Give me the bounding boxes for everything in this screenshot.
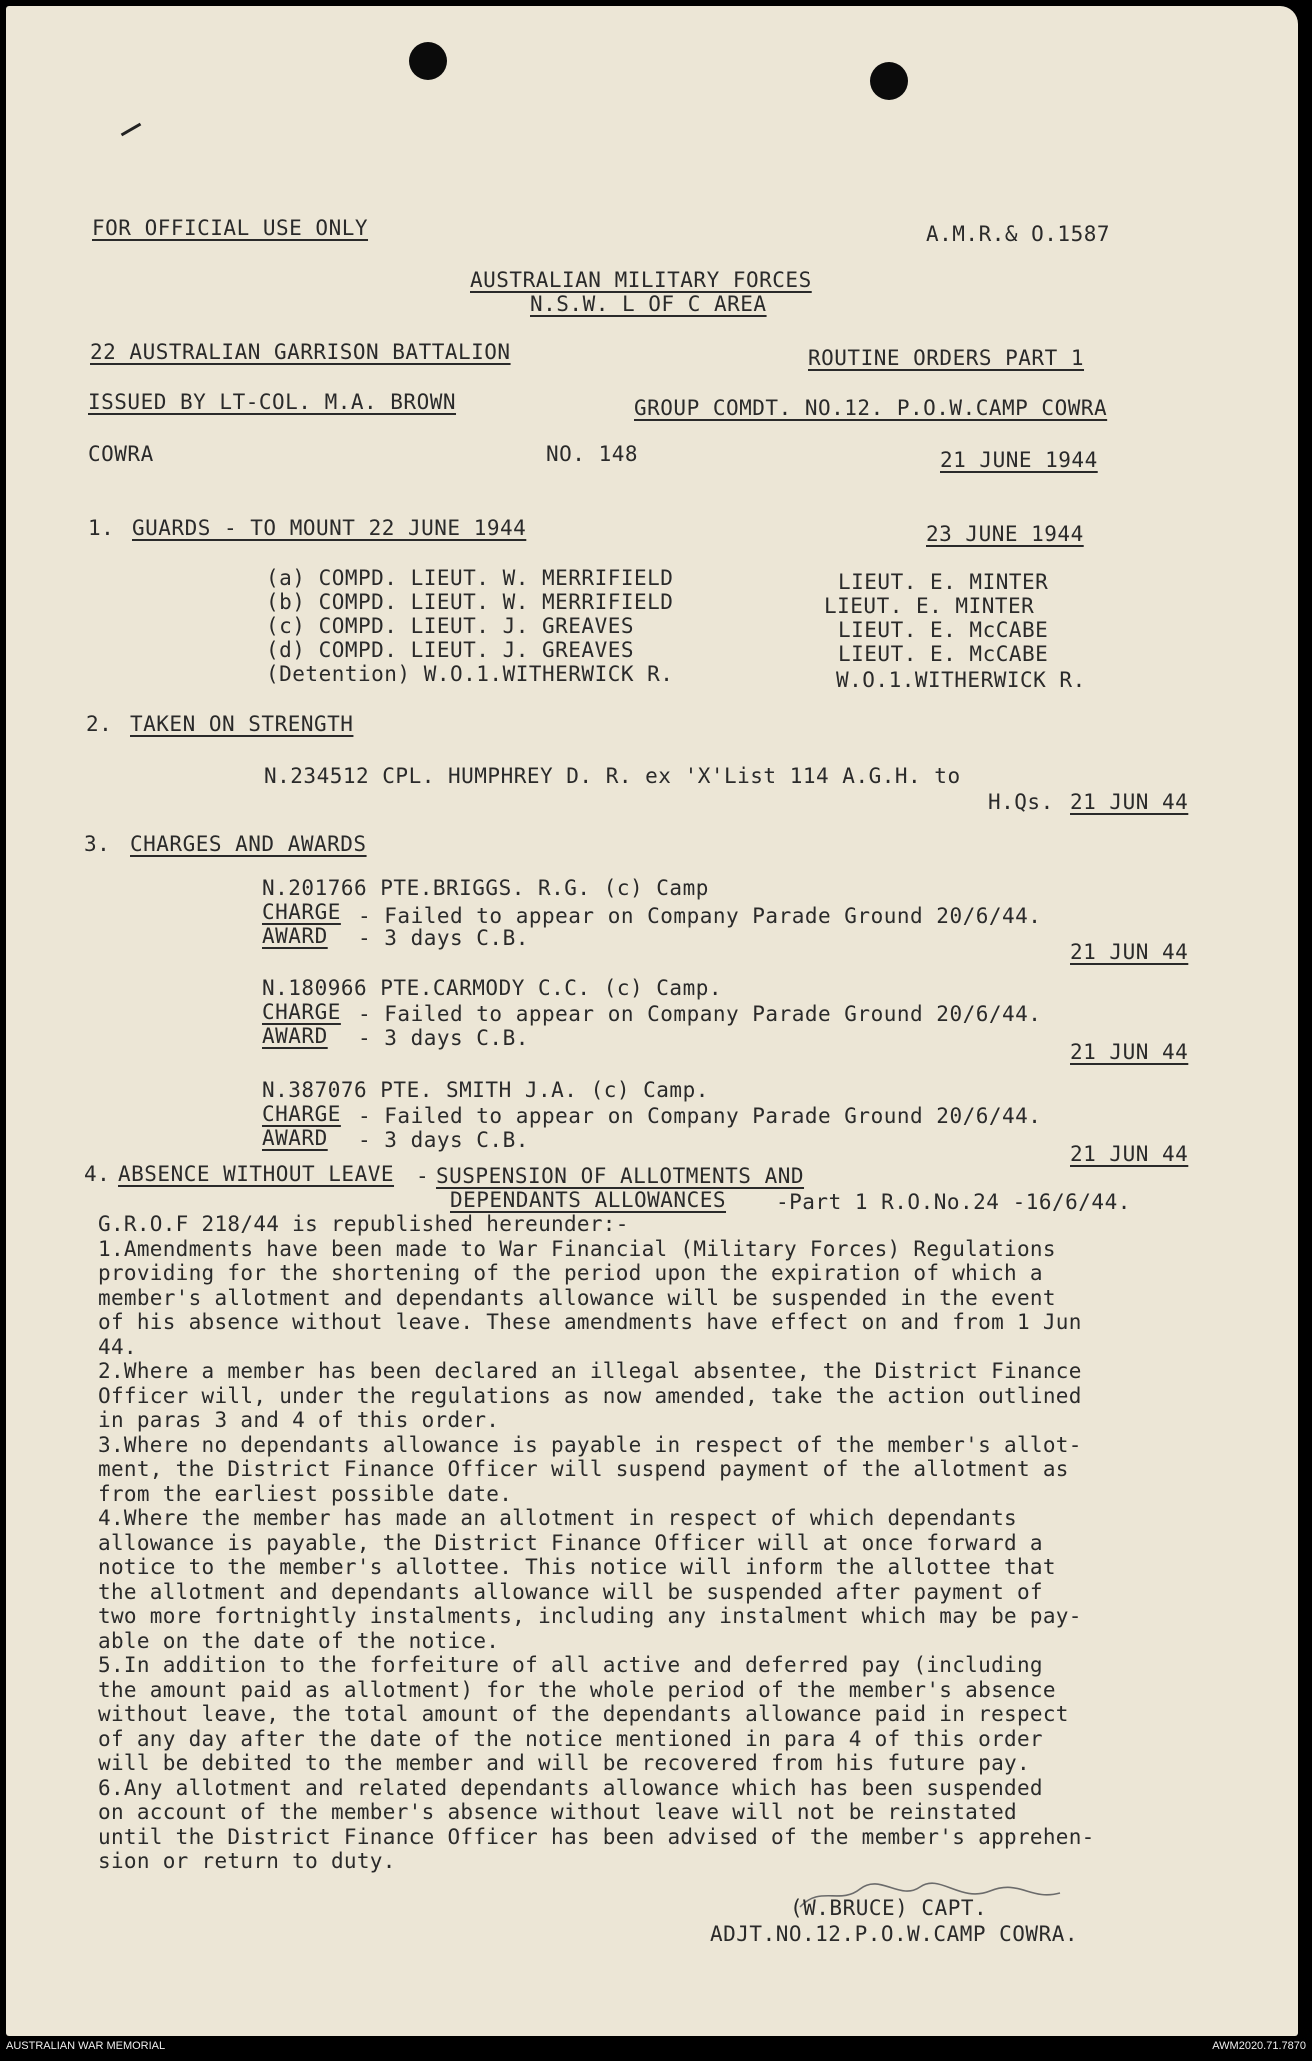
charge-entry-2-charge: - Failed to appear on Company Parade Ground 20/6/44. bbox=[358, 1002, 1042, 1026]
guard-row-b-relief: LIEUT. E. MINTER bbox=[824, 594, 1035, 618]
section-1-title: GUARDS - TO MOUNT 22 JUNE 1944 bbox=[132, 516, 527, 540]
guard-row-a-relief: LIEUT. E. MINTER bbox=[838, 570, 1049, 594]
charge-label: CHARGE bbox=[262, 1102, 341, 1126]
place: COWRA bbox=[88, 442, 154, 466]
charge-entry-1-charge: - Failed to appear on Company Parade Ground 20/6/44. bbox=[358, 904, 1042, 928]
charge-label: CHARGE bbox=[262, 1000, 341, 1024]
charge-entry-2-award: - 3 days C.B. bbox=[358, 1026, 529, 1050]
signatory-role: ADJT.NO.12.P.O.W.CAMP COWRA. bbox=[710, 1922, 1079, 1946]
section-4-body: G.R.O.F 218/44 is republished hereunder:- 1.Amendments have been made to War Financial (Military Forces) Regulations providing for the shortening of the period upon the expiration of which a member's allotment and dependants allowance will be suspended in the event of his absence without leave. These amendments have effect on and from 1 Jun 44. 2.Where a member has been declared an illegal absentee, the District Finance Officer will, under the regulations as now amended, take the action outlined in paras 3 and 4 of this order. 3.Where no dependants allowance is payable in respect of the member's allot- ment, the District Finance Officer will suspend payment of the allotment as from the earliest possible date. 4.Where the member has made an allotment in respect of which dependants allowance is payable, the District Finance Officer will at once forward a notice to the member's allottee. This notice will inform the allottee that the allotment and dependants allowance will be suspended after payment of two more fortnightly instalments, including any instalment which may be pay- able on the date of the notice. 5.In addition to the forfeiture of all active and deferred pay (including the amount paid as allotment) for the whole period of the member's absence without leave, the total amount of the dependants allowance paid in respect of any day after the date of the notice mentioned in para 4 of this order will be debited to the member and will be recovered from his future pay. 6.Any allotment and related dependants allowance which has been suspended on account of the member's absence without leave will not be reinstated until the District Finance Officer has been advised of the member's apprehen- sion or return to duty. bbox=[98, 1212, 1095, 1873]
guard-row-detention-relief: W.O.1.WITHERWICK R. bbox=[836, 668, 1086, 692]
section-4-reference: -Part 1 R.O.No.24 -16/6/44. bbox=[776, 1190, 1131, 1214]
section-4-number: 4. bbox=[84, 1162, 111, 1186]
charge-entry-3-award: - 3 days C.B. bbox=[358, 1128, 529, 1152]
guard-row-d-relief: LIEUT. E. McCABE bbox=[838, 642, 1049, 666]
guard-row-d: (d) COMPD. LIEUT. J. GREAVES bbox=[266, 638, 635, 662]
guard-row-detention: (Detention) W.O.1.WITHERWICK R. bbox=[266, 662, 674, 686]
strength-entry-line-2: H.Qs. bbox=[988, 790, 1054, 814]
guard-row-a: (a) COMPD. LIEUT. W. MERRIFIELD bbox=[266, 566, 674, 590]
strength-entry-line-1: N.234512 CPL. HUMPHREY D. R. ex 'X'List 114 A.G.H. to bbox=[264, 764, 961, 788]
section-4-subtitle-2: DEPENDANTS ALLOWANCES bbox=[450, 1188, 727, 1212]
section-1-number: 1. bbox=[88, 516, 115, 540]
punch-hole bbox=[409, 42, 447, 80]
section-4-subtitle-1: SUSPENSION OF ALLOTMENTS AND bbox=[436, 1164, 805, 1188]
section-3-number: 3. bbox=[84, 832, 111, 856]
charge-entry-1-award: - 3 days C.B. bbox=[358, 926, 529, 950]
charge-label: CHARGE bbox=[262, 900, 341, 924]
guard-row-b: (b) COMPD. LIEUT. W. MERRIFIELD bbox=[266, 590, 674, 614]
section-4-dash: - bbox=[416, 1164, 430, 1188]
award-label: AWARD bbox=[262, 1024, 328, 1048]
section-4-title: ABSENCE WITHOUT LEAVE bbox=[118, 1162, 395, 1186]
charge-entry-2-name: N.180966 PTE.CARMODY C.C. (c) Camp. bbox=[262, 976, 723, 1000]
title-line-2: N.S.W. L OF C AREA bbox=[530, 292, 767, 316]
footer-accession: AWM2020.71.7870 bbox=[1212, 2040, 1306, 2052]
footer-institution: AUSTRALIAN WAR MEMORIAL bbox=[6, 2040, 166, 2052]
section-1-date-2: 23 JUNE 1944 bbox=[926, 522, 1084, 546]
order-number: NO. 148 bbox=[546, 442, 639, 466]
section-2-number: 2. bbox=[86, 712, 113, 736]
title-line-1: AUSTRALIAN MILITARY FORCES bbox=[470, 268, 812, 292]
charge-entry-2-date: 21 JUN 44 bbox=[1070, 1040, 1189, 1064]
classification-label: FOR OFFICIAL USE ONLY bbox=[92, 216, 369, 240]
signatory-name: (W.BRUCE) CAPT. bbox=[790, 1896, 988, 1920]
punch-hole bbox=[870, 62, 908, 100]
guard-row-c: (c) COMPD. LIEUT. J. GREAVES bbox=[266, 614, 635, 638]
order-date: 21 JUNE 1944 bbox=[940, 448, 1098, 472]
award-label: AWARD bbox=[262, 924, 328, 948]
unit-name: 22 AUSTRALIAN GARRISON BATTALION bbox=[90, 340, 511, 364]
award-label: AWARD bbox=[262, 1126, 328, 1150]
charge-entry-1-date: 21 JUN 44 bbox=[1070, 940, 1189, 964]
charge-entry-1-name: N.201766 PTE.BRIGGS. R.G. (c) Camp bbox=[262, 876, 709, 900]
form-number: A.M.R.& O.1587 bbox=[926, 222, 1111, 246]
charge-entry-3-name: N.387076 PTE. SMITH J.A. (c) Camp. bbox=[262, 1078, 709, 1102]
group-commandant: GROUP COMDT. NO.12. P.O.W.CAMP COWRA bbox=[634, 396, 1108, 420]
strength-entry-date: 21 JUN 44 bbox=[1070, 790, 1189, 814]
guard-row-c-relief: LIEUT. E. McCABE bbox=[838, 618, 1049, 642]
section-3-title: CHARGES AND AWARDS bbox=[130, 832, 367, 856]
charge-entry-3-charge: - Failed to appear on Company Parade Ground 20/6/44. bbox=[358, 1104, 1042, 1128]
section-2-title: TAKEN ON STRENGTH bbox=[130, 712, 354, 736]
issued-by: ISSUED BY LT-COL. M.A. BROWN bbox=[88, 390, 457, 414]
orders-title: ROUTINE ORDERS PART 1 bbox=[808, 346, 1085, 370]
charge-entry-3-date: 21 JUN 44 bbox=[1070, 1142, 1189, 1166]
